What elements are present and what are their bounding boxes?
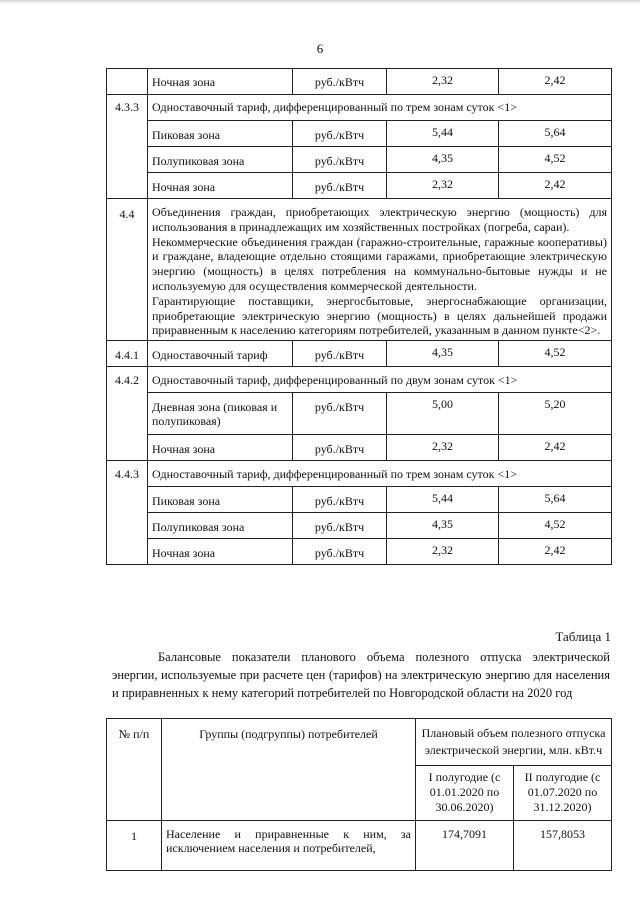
section-code: 4.3.3 — [107, 95, 148, 199]
tariff-table — [106, 68, 612, 565]
section-header-row — [107, 367, 612, 393]
unit-cell: руб./кВтч — [293, 435, 387, 461]
unit-cell: руб./кВтч — [293, 513, 387, 539]
header-row — [107, 719, 612, 766]
section-description-row — [107, 199, 612, 341]
zone-name: Полупиковая зона — [148, 513, 293, 539]
table-row — [107, 393, 612, 435]
value-h1: 2,32 — [387, 69, 499, 95]
zone-name: Ночная зона — [148, 173, 293, 199]
value-h1: 5,44 — [387, 487, 499, 513]
header-half2: II полугодие (с 01.07.2020 по 31.12.2020) — [514, 766, 612, 821]
scan-edge — [0, 0, 640, 4]
table-row — [107, 341, 612, 367]
value-h2: 5,64 — [499, 121, 612, 147]
zone-name: Пиковая зона — [148, 121, 293, 147]
table-row — [107, 147, 612, 173]
table-row — [107, 121, 612, 147]
section-description — [148, 199, 612, 341]
section-title: Одноставочный тариф, дифференцированный по трем зонам суток <1> — [148, 95, 612, 121]
zone-name: Дневная зона (пиковая и полупиковая) — [148, 393, 293, 435]
section-title: Одноставочный тариф, дифференцированный по двум зонам суток <1> — [148, 367, 612, 393]
header-volume: Плановый объем полезного отпуска электрической энергии, млн. кВт.ч — [416, 719, 612, 766]
balance-table — [106, 718, 612, 871]
unit-cell: руб./кВтч — [293, 173, 387, 199]
value-h2: 5,64 — [499, 487, 612, 513]
row-number: 1 — [107, 821, 162, 871]
unit-cell: руб./кВтч — [293, 539, 387, 565]
value-h1: 5,44 — [387, 121, 499, 147]
description-paragraph: Объединения граждан, приобретающих электрическую энергию (мощность) для использования в принадлежащих им хозяйственных постройках (погреба, сараи). — [152, 205, 607, 234]
unit-cell: руб./кВтч — [293, 341, 387, 367]
value-h1: 4,35 — [387, 341, 499, 367]
value-h2: 4,52 — [499, 147, 612, 173]
unit-cell: руб./кВтч — [293, 487, 387, 513]
value-h2: 2,42 — [499, 69, 612, 95]
table-caption: Таблица 1 — [555, 629, 611, 644]
value-h1: 2,32 — [387, 539, 499, 565]
value-h1: 4,35 — [387, 147, 499, 173]
description-paragraph: Гарантирующие поставщики, энергосбытовые, энергоснабжающие организации, приобретающие электрическую энергию (мощность) в целях дальнейшей продажи приравненным к населению категориям потребителей, указанным в данном пункте<2>. — [152, 293, 607, 338]
section-code: 4.4.1 — [107, 341, 148, 367]
section-header-row — [107, 95, 612, 121]
value-h1: 2,32 — [387, 435, 499, 461]
zone-name: Полупиковая зона — [148, 147, 293, 173]
value-h1: 2,32 — [387, 173, 499, 199]
value-h1: 174,7091 — [416, 821, 514, 871]
table-row — [107, 435, 612, 461]
table-row — [107, 513, 612, 539]
table-row — [107, 69, 612, 95]
unit-cell: руб./кВтч — [293, 121, 387, 147]
table-row — [107, 821, 612, 871]
table-intro-paragraph: Балансовые показатели планового объема полезного отпуска электрической энергии, используемые при расчете цен (тарифов) на электрическую энергию для населения и приравненных к нему категорий потребителей по Новгородской области на 2020 год — [112, 650, 610, 700]
unit-cell: руб./кВтч — [293, 393, 387, 435]
header-number: № п/п — [107, 719, 162, 821]
section-header-row — [107, 461, 612, 487]
value-h2: 2,42 — [499, 435, 612, 461]
section-title: Одноставочный тариф, дифференцированный по трем зонам суток <1> — [148, 461, 612, 487]
unit-cell: руб./кВтч — [293, 69, 387, 95]
value-h2: 5,20 — [499, 393, 612, 435]
section-code: 4.4 — [107, 199, 148, 341]
value-h2: 4,52 — [499, 341, 612, 367]
table-row — [107, 539, 612, 565]
header-groups: Группы (подгруппы) потребителей — [162, 719, 416, 821]
section-code: 4.4.3 — [107, 461, 148, 565]
value-h2: 2,42 — [499, 539, 612, 565]
zone-name: Пиковая зона — [148, 487, 293, 513]
row-group: Население и приравненные к ним, за исключением населения и потребителей, — [162, 821, 416, 871]
table-row — [107, 173, 612, 199]
zone-name: Ночная зона — [148, 539, 293, 565]
value-h2: 157,8053 — [514, 821, 612, 871]
unit-cell: руб./кВтч — [293, 147, 387, 173]
table-row — [107, 487, 612, 513]
value-h2: 2,42 — [499, 173, 612, 199]
tariff-name: Одноставочный тариф — [148, 341, 293, 367]
section-code: 4.4.2 — [107, 367, 148, 461]
value-h1: 5,00 — [387, 393, 499, 435]
value-h1: 4,35 — [387, 513, 499, 539]
zone-name: Ночная зона — [148, 435, 293, 461]
header-half1: I полугодие (с 01.01.2020 по 30.06.2020) — [416, 766, 514, 821]
description-paragraph: Некоммерческие объединения граждан (гаражно-строительные, гаражные кооперативы) и граждане, владеющие отдельно стоящими гаражами, приобретающие электрическую энергию (мощность) в целях потребления на коммунально-бытовые нужды и не используемую для осуществления коммерческой деятельности. — [152, 234, 607, 293]
value-h2: 4,52 — [499, 513, 612, 539]
zone-name: Ночная зона — [148, 69, 293, 95]
page-number: 6 — [316, 41, 324, 56]
